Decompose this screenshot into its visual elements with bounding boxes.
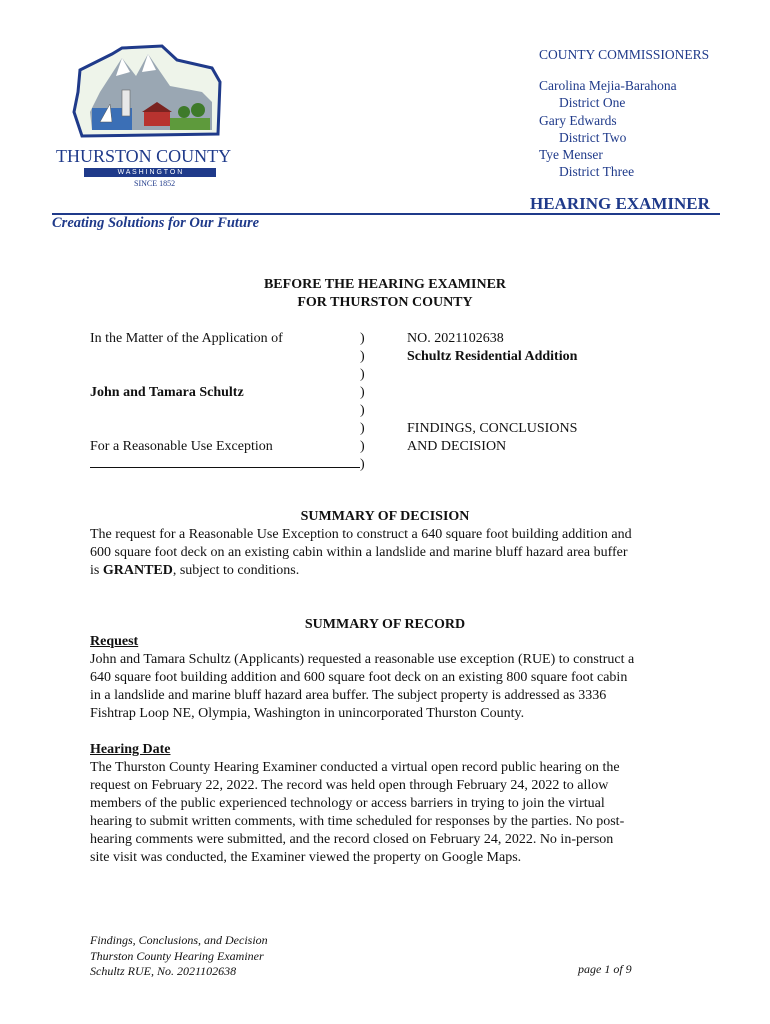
hearing-heading: Hearing Date bbox=[90, 742, 171, 757]
applicants-name: John and Tamara Schultz bbox=[90, 385, 244, 400]
request-line: Fishtrap Loop NE, Olympia, Washington in unincorporated Thurston County. bbox=[90, 706, 525, 721]
commissioner-name: Gary Edwards bbox=[539, 112, 617, 128]
page-number: page 1 of 9 bbox=[578, 962, 632, 976]
hearing-section bbox=[90, 741, 690, 867]
decision-post: , subject to conditions. bbox=[172, 563, 300, 578]
logo-county-name: THURSTON COUNTY bbox=[56, 146, 232, 166]
decision-line: The request for a Reasonable Use Exception to construct a 640 square foot building addition and bbox=[90, 527, 632, 542]
request-line: in a landslide and marine bluff hazard area buffer. The subject property is addressed as 3336 bbox=[90, 688, 607, 703]
commissioners-block bbox=[539, 46, 709, 180]
case-number: NO. 2021102638 bbox=[407, 331, 504, 346]
paren: ) bbox=[360, 349, 365, 364]
logo-state-text: W A S H I N G T O N bbox=[117, 169, 183, 176]
commissioner-district: District Three bbox=[559, 164, 635, 180]
request-line: John and Tamara Schultz (Applicants) requested a reasonable use exception (RUE) to construct a bbox=[90, 652, 635, 667]
decision-granted: GRANTED bbox=[102, 563, 173, 578]
paren: ) bbox=[360, 331, 365, 346]
hearing-line: members of the public experienced technology or access barriers in trying to join the virtual bbox=[90, 796, 605, 811]
paren: ) bbox=[360, 367, 365, 382]
decision-pre: is bbox=[90, 563, 103, 578]
commissioner-district: District One bbox=[559, 95, 626, 111]
decision-line bbox=[90, 562, 690, 580]
request-section bbox=[90, 633, 690, 723]
project-name: Schultz Residential Addition bbox=[407, 349, 578, 364]
hearing-line: request on February 22, 2022. The record was held open through February 24, 2022 to allow bbox=[90, 778, 609, 793]
summary-record-heading: SUMMARY OF RECORD bbox=[304, 617, 466, 632]
county-logo bbox=[52, 42, 248, 192]
hearing-line: hearing to submit written comments, with time scheduled for responses by the parties. No post- bbox=[90, 814, 625, 829]
hearing-line: The Thurston County Hearing Examiner conducted a virtual open record public hearing on the bbox=[90, 760, 620, 775]
commissioner-name: Tye Menser bbox=[539, 147, 603, 163]
caption-line-1: BEFORE THE HEARING EXAMINER bbox=[263, 277, 507, 292]
commissioner-district: District Two bbox=[559, 129, 627, 145]
summary-decision-text bbox=[90, 526, 690, 580]
paren: ) bbox=[360, 385, 365, 400]
paren: ) bbox=[360, 421, 365, 436]
commissioner-name: Carolina Mejia-Barahona bbox=[539, 78, 677, 94]
footer-line: Thurston County Hearing Examiner bbox=[90, 948, 264, 963]
paren: ) bbox=[360, 457, 365, 472]
paren: ) bbox=[360, 403, 365, 418]
office-title: HEARING EXAMINER bbox=[530, 194, 710, 213]
paren: ) bbox=[360, 439, 365, 454]
footer-line: Schultz RUE, No. 2021102638 bbox=[90, 964, 237, 978]
tagline: Creating Solutions for Our Future bbox=[52, 215, 260, 231]
summary-decision-heading: SUMMARY OF DECISION bbox=[300, 509, 470, 524]
matter-text: In the Matter of the Application of bbox=[90, 331, 283, 346]
commissioners-title: COUNTY COMMISSIONERS bbox=[539, 47, 710, 62]
hearing-line: hearing comments were submitted, and the record closed on February 24, 2022. No in-person bbox=[90, 832, 614, 847]
decision-line: 600 square foot deck on an existing cabin within a landslide and marine bluff hazard area buffer bbox=[90, 545, 628, 560]
caption-line-2: FOR THURSTON COUNTY bbox=[297, 295, 473, 310]
doc-type-line-2: AND DECISION bbox=[407, 439, 507, 454]
request-heading: Request bbox=[90, 634, 139, 649]
doc-type-line-1: FINDINGS, CONCLUSIONS bbox=[407, 421, 578, 436]
logo-since: SINCE 1852 bbox=[134, 179, 176, 188]
purpose-text: For a Reasonable Use Exception bbox=[90, 439, 273, 454]
logo-state-bar bbox=[84, 168, 216, 177]
page-footer bbox=[90, 933, 268, 980]
request-line: 640 square foot building addition and 600 square foot deck on an existing 800 square foot cabin bbox=[90, 670, 628, 685]
caption-underline bbox=[90, 467, 360, 468]
footer-line: Findings, Conclusions, and Decision bbox=[90, 933, 268, 947]
hearing-line: site visit was conducted, the Examiner viewed the property on Google Maps. bbox=[90, 850, 522, 865]
